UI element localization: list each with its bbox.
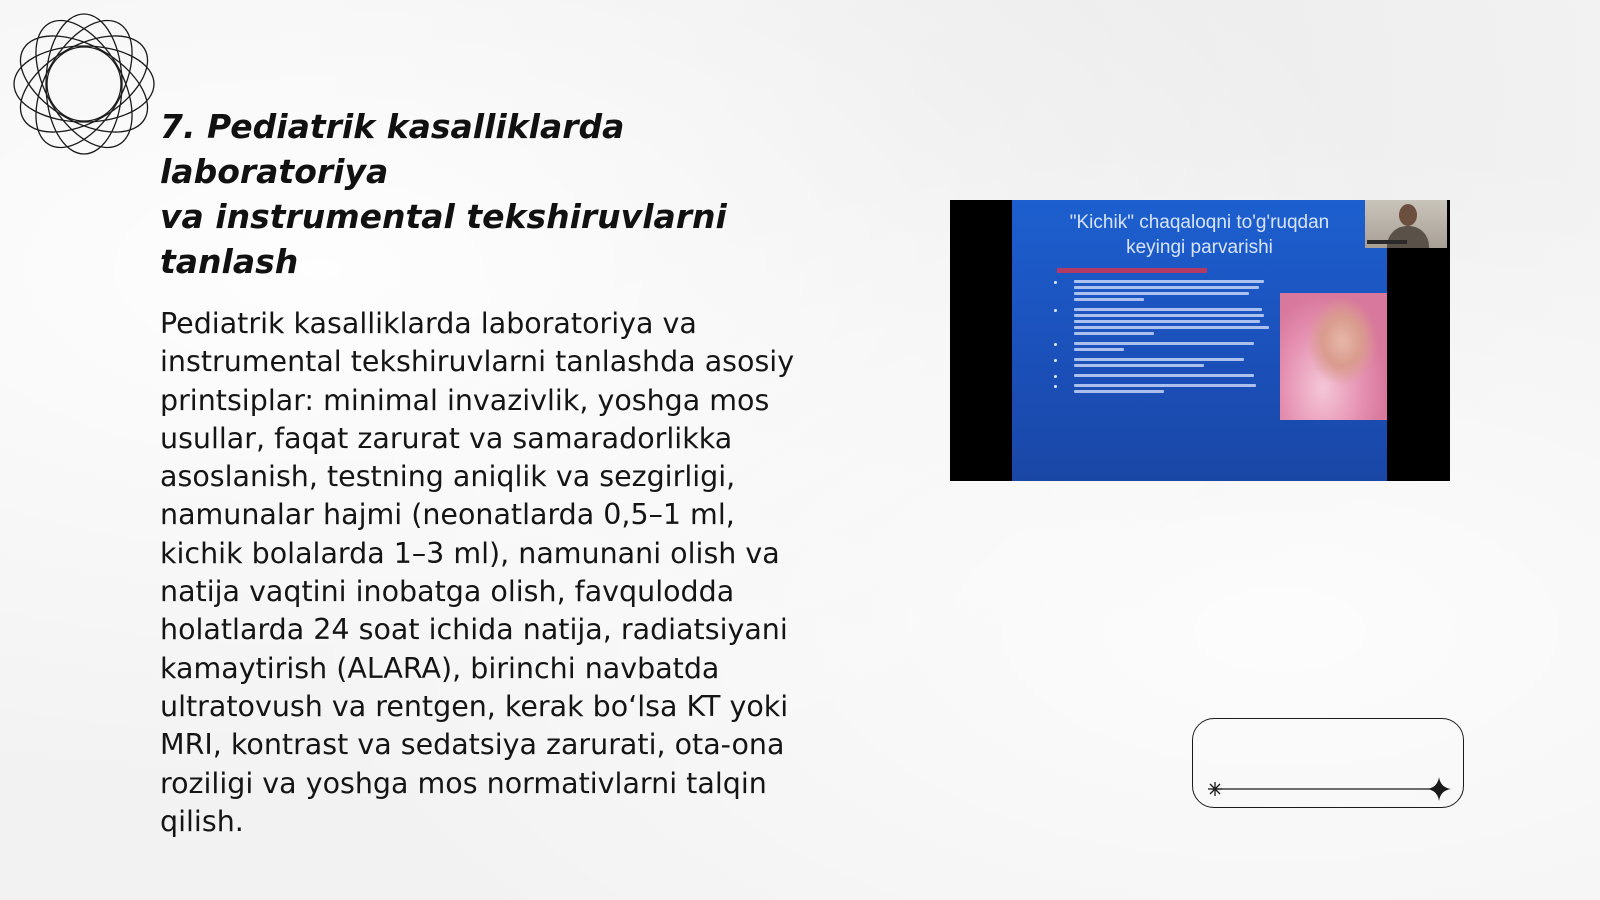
video-slide-subheading-mark	[1057, 268, 1207, 273]
bullet-dot	[1054, 359, 1057, 362]
title-line: tanlash	[160, 242, 299, 281]
bullet-dot	[1054, 309, 1057, 312]
bullet-dot	[1054, 281, 1057, 284]
timeline-decoration	[1193, 719, 1465, 809]
title-line: 7. Pediatrik kasalliklarda laboratoriya	[160, 107, 625, 191]
body-line: asoslanish, testning aniqlik va sezgirligi,	[160, 460, 736, 494]
circle-lattice-ornament-icon	[10, 10, 158, 158]
video-bullet	[1052, 384, 1267, 393]
presenter-body	[1387, 226, 1429, 248]
body-line: roziligi va yoshga mos normativlarni talqin	[160, 766, 767, 800]
body-line: instrumental tekshiruvlarni tanlashda asosiy	[160, 345, 795, 379]
body-line: Pediatrik kasalliklarda laboratoriya va	[160, 307, 697, 340]
webcam-name-bar	[1367, 240, 1407, 244]
body-line: namunalar hajmi (neonatlarda 0,5–1 ml,	[160, 498, 735, 532]
body-line: usullar, faqat zarurat va samaradorlikka	[160, 421, 733, 455]
video-slide-title	[1012, 210, 1387, 260]
body-line: holatlarda 24 soat ichida natija, radiatsiyani	[160, 613, 788, 647]
title-line: va instrumental tekshiruvlarni	[160, 197, 727, 236]
body-line: kichik bolalarda 1–3 ml), namunani olish va	[160, 536, 780, 570]
body-line: natija vaqtini inobatga olish, favqulodda	[160, 575, 735, 609]
slide-title	[160, 104, 860, 284]
body-line: printsiplar: minimal invazivlik, yoshga mos	[160, 383, 770, 417]
bullet-dot	[1054, 343, 1057, 346]
bullet-dot	[1054, 375, 1057, 378]
timeline-decoration-box	[1192, 718, 1464, 808]
video-bullet	[1052, 342, 1267, 351]
baby-photo	[1280, 293, 1387, 420]
bullet-dot	[1054, 385, 1057, 388]
video-slide-bullets	[1052, 280, 1267, 400]
video-bullet	[1052, 280, 1267, 301]
plus-star-icon	[1427, 777, 1451, 801]
video-presentation-slide	[1012, 200, 1387, 481]
body-line: kamaytirish (ALARA), birinchi navbatda	[160, 651, 720, 685]
video-slide-title-line: keyingi parvarishi	[1126, 237, 1273, 258]
slide-body-text	[160, 305, 860, 841]
body-line: MRI, kontrast va sedatsiya zarurati, ota-ona	[160, 728, 785, 762]
presenter-webcam	[1365, 200, 1447, 248]
presenter-head	[1399, 204, 1417, 226]
embedded-video-screenshot	[950, 200, 1450, 481]
video-slide-title-line: "Kichik" chaqaloqni to'g'ruqdan	[1069, 212, 1330, 233]
video-bullet	[1052, 308, 1267, 335]
video-bullet	[1052, 358, 1267, 367]
video-bullet	[1052, 374, 1267, 377]
body-line: qilish.	[160, 804, 244, 838]
sparkle-icon	[1208, 782, 1222, 796]
body-line: ultratovush va rentgen, kerak bo‘lsa KT yoki	[160, 689, 789, 723]
